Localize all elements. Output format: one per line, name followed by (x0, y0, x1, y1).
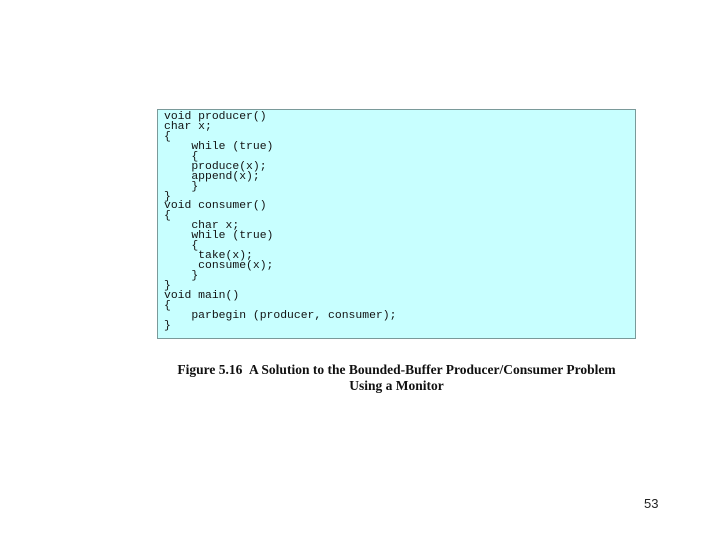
code-line: void main() (164, 289, 240, 302)
code-line: } (164, 270, 199, 282)
code-line: { (164, 210, 171, 223)
code-line: char x; (164, 220, 240, 233)
code-line: void consumer() (164, 200, 267, 213)
code-line: produce(x); (164, 160, 267, 173)
page-number: 53 (644, 496, 659, 511)
code-line: } (164, 279, 171, 292)
code-line: parbegin (producer, consumer); (164, 309, 397, 322)
code-listing (164, 113, 396, 332)
code-line: append(x); (164, 170, 260, 183)
caption-line-2: Using a Monitor (349, 378, 444, 393)
code-line: { (164, 240, 199, 253)
caption-title-part-1: A Solution to the Bounded-Buffer Producer/Consumer Problem (249, 362, 616, 377)
code-line: } (164, 319, 171, 332)
code-line: while (true) (164, 140, 274, 153)
code-line: { (164, 150, 199, 163)
code-line: consume(x); (164, 260, 274, 273)
caption-line-1 (157, 362, 636, 378)
code-line: take(x); (164, 250, 253, 263)
code-line: { (164, 130, 171, 143)
code-line: char x; (164, 120, 212, 133)
code-line: } (164, 180, 199, 193)
figure-number: Figure 5.16 (177, 362, 243, 377)
code-line: } (164, 190, 171, 203)
code-line: { (164, 299, 171, 312)
figure-caption (157, 362, 636, 394)
code-listing-box (157, 109, 636, 339)
code-line: void producer() (164, 111, 267, 123)
code-line: while (true) (164, 230, 274, 243)
